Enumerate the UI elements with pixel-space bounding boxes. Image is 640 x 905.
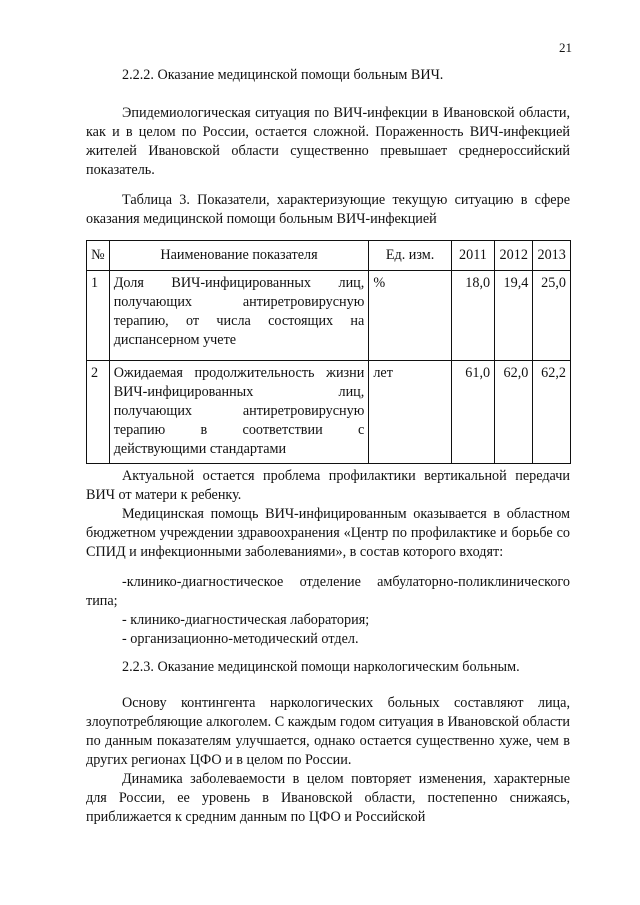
section-heading-hiv: 2.2.2. Оказание медицинской помощи больным ВИЧ. <box>122 67 444 83</box>
paragraph-morbidity-dynamics: Динамика заболеваемости в целом повторяет изменения, характерные для России, ее уровень в Ивановской области, постепенно снижаясь, приближается к средним данным по ЦФО и Российской <box>86 771 570 825</box>
row-name: Ожидаемая продолжительность жизни ВИЧ-инфицированных лиц, получающих антиретровирусную терапию в соответствии с действующими стандартами <box>109 361 369 464</box>
indicators-table <box>86 240 571 464</box>
paragraph-epidemiology: Эпидемиологическая ситуация по ВИЧ-инфекции в Ивановской области, как и в целом по России, остается сложной. Пораженность ВИЧ-инфекцией жителей Ивановской области существенно превышает среднероссийский показатель. <box>86 105 570 178</box>
row-2011: 61,0 <box>451 361 494 464</box>
table-row <box>87 361 571 464</box>
row-num: 2 <box>87 361 110 464</box>
header-2011: 2011 <box>451 241 494 271</box>
department-list <box>86 573 570 649</box>
paragraph-narcology-contingent: Основу контингента наркологических больных составляют лица, злоупотребляющие алкоголем. С каждым годом ситуация в Ивановской области по данным показателям улучшается, однако остается существенно хуже, чем в других регионах ЦФО и в целом по России. <box>86 695 570 768</box>
header-unit: Ед. изм. <box>369 241 452 271</box>
row-2011: 18,0 <box>451 271 494 361</box>
header-2012: 2012 <box>495 241 533 271</box>
table-header-row <box>87 241 571 271</box>
list-item: - клинико-диагностическая лаборатория; <box>122 612 370 628</box>
table-caption: Таблица 3. Показатели, характеризующие текущую ситуацию в сфере оказания медицинской помощи больным ВИЧ-инфекцией <box>86 192 570 227</box>
header-2013: 2013 <box>533 241 571 271</box>
row-2013: 25,0 <box>533 271 571 361</box>
table-row <box>87 271 571 361</box>
paragraph-vertical-transmission: Актуальной остается проблема профилактики вертикальной передачи ВИЧ от матери к ребенку. <box>86 468 570 503</box>
list-item: - организационно-методический отдел. <box>122 631 359 647</box>
row-2012: 19,4 <box>495 271 533 361</box>
header-num: № <box>87 241 110 271</box>
row-num: 1 <box>87 271 110 361</box>
row-2013: 62,2 <box>533 361 571 464</box>
header-name: Наименование показателя <box>109 241 369 271</box>
row-2012: 62,0 <box>495 361 533 464</box>
page-number: 21 <box>559 40 572 55</box>
row-name: Доля ВИЧ-инфицированных лиц, получающих антиретровирусную терапию, от числа состоящих на диспансерном учете <box>109 271 369 361</box>
section-heading-narcology: 2.2.3. Оказание медицинской помощи наркологическим больным. <box>122 659 520 675</box>
row-unit: % <box>369 271 452 361</box>
row-unit: лет <box>369 361 452 464</box>
paragraph-aids-center: Медицинская помощь ВИЧ-инфицированным оказывается в областном бюджетном учреждении здравоохранения «Центр по профилактике и борьбе со СПИД и инфекционными заболеваниями», в состав которого входят: <box>86 506 570 560</box>
list-item: -клинико-диагностическое отделение амбулаторно-поликлинического типа; <box>86 574 570 609</box>
